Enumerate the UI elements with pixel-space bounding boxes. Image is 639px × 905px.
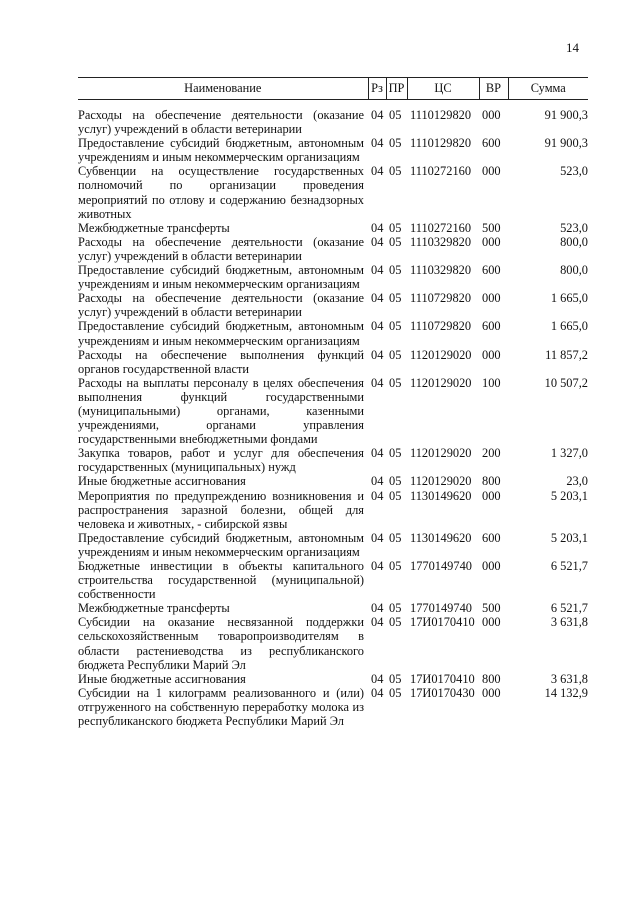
cell-name: Субсидии на 1 килограмм реализованного и (или) отгруженного на собственную переработку молока из республиканского бюджета Республики Марий Эл (78, 685, 364, 729)
cell-cs: 1110329820 (410, 263, 472, 278)
table-row (78, 319, 588, 347)
cell-name: Мероприятия по предупреждению возникновения и распространения заразной болезни, общей для человека и животных, - сибирской язвы (78, 488, 364, 531)
cell-pr: 05 (389, 685, 402, 700)
header-pr: ПР (386, 78, 407, 100)
cell-sum: 91 900,3 (544, 136, 588, 151)
cell-name: Иные бюджетные ассигнования (78, 474, 246, 489)
cell-vr: 000 (482, 108, 501, 122)
table-row (78, 601, 588, 615)
header-row (78, 78, 588, 100)
table-row (78, 235, 588, 263)
cell-rz: 04 (371, 601, 384, 616)
cell-cs: 1110129820 (410, 108, 472, 122)
cell-sum: 10 507,2 (544, 375, 588, 390)
cell-name: Расходы на обеспечение выполнения функций органов государственной власти (78, 347, 364, 376)
cell-cs: 1110329820 (410, 234, 472, 249)
cell-cs: 1770149740 (410, 559, 472, 573)
table-row (78, 376, 588, 446)
cell-rz: 04 (371, 319, 384, 334)
cell-name: Расходы на обеспечение деятельности (оказание услуг) учреждений в области ветеринарии (78, 234, 364, 263)
cell-sum: 1 665,0 (550, 319, 588, 334)
table-body (78, 100, 588, 729)
cell-pr: 05 (389, 559, 402, 573)
cell-cs: 1130149620 (410, 530, 472, 545)
cell-pr: 05 (389, 375, 402, 390)
table-row (78, 348, 588, 376)
cell-vr: 100 (482, 375, 501, 390)
cell-name: Предоставление субсидий бюджетным, автономным учреждениям и иным некоммерческим организациям (78, 530, 364, 559)
cell-rz: 04 (371, 530, 384, 545)
cell-sum: 6 521,7 (550, 601, 588, 616)
cell-rz: 04 (371, 164, 384, 179)
cell-sum: 800,0 (560, 234, 588, 249)
cell-sum: 1 665,0 (550, 291, 588, 306)
table-row (78, 672, 588, 686)
table-row (78, 559, 588, 601)
cell-rz: 04 (371, 375, 384, 390)
cell-rz: 04 (371, 685, 384, 700)
cell-vr: 600 (482, 319, 501, 334)
cell-pr: 05 (389, 671, 402, 686)
cell-vr: 000 (482, 234, 501, 249)
cell-pr: 05 (389, 615, 402, 630)
cell-cs: 1120129020 (410, 446, 472, 461)
cell-rz: 04 (371, 446, 384, 461)
cell-sum: 800,0 (560, 263, 588, 278)
cell-pr: 05 (389, 291, 402, 306)
cell-cs: 17И0170410 (410, 671, 475, 686)
cell-name: Межбюджетные трансферты (78, 601, 230, 616)
cell-name: Закупка товаров, работ и услуг для обеспечения государственных (муниципальных) нужд (78, 446, 364, 475)
cell-vr: 600 (482, 263, 501, 278)
cell-vr: 200 (482, 446, 501, 461)
cell-sum: 5 203,1 (550, 530, 588, 545)
cell-cs: 17И0170410 (410, 615, 475, 630)
table-row (78, 221, 588, 235)
cell-rz: 04 (371, 136, 384, 151)
cell-vr: 500 (482, 601, 501, 616)
cell-sum: 3 631,8 (550, 671, 588, 686)
cell-vr: 800 (482, 474, 501, 489)
table-row (78, 136, 588, 164)
cell-vr: 000 (482, 488, 501, 503)
cell-sum: 91 900,3 (544, 108, 588, 122)
cell-rz: 04 (371, 488, 384, 503)
header-cs: ЦС (407, 78, 479, 100)
cell-rz: 04 (371, 615, 384, 630)
cell-sum: 23,0 (566, 474, 588, 489)
cell-name: Субсидии на оказание несвязанной поддержки сельскохозяйственным товаропроизводителям в области растениеводства из республиканского бюджета Республики Марий Эл (78, 615, 364, 672)
cell-pr: 05 (389, 530, 402, 545)
cell-name: Предоставление субсидий бюджетным, автономным учреждениям и иным некоммерческим организациям (78, 263, 364, 292)
table-row (78, 446, 588, 474)
cell-vr: 000 (482, 164, 501, 179)
cell-pr: 05 (389, 164, 402, 179)
cell-vr: 600 (482, 530, 501, 545)
header-name: Наименование (78, 78, 368, 100)
page-number: 14 (566, 40, 579, 55)
header-rz: Рз (368, 78, 386, 100)
cell-pr: 05 (389, 601, 402, 616)
cell-vr: 000 (482, 347, 501, 362)
cell-name: Межбюджетные трансферты (78, 220, 230, 235)
cell-vr: 000 (482, 559, 501, 573)
cell-sum: 14 132,9 (544, 685, 588, 700)
cell-cs: 1110129820 (410, 136, 472, 151)
cell-name: Субвенции на осуществление государственных полномочий по организации проведения мероприятий по отлову и содержанию безнадзорных животных (78, 164, 364, 221)
cell-sum: 523,0 (560, 220, 588, 235)
cell-cs: 1110272160 (410, 164, 472, 179)
cell-rz: 04 (371, 108, 384, 122)
table-row (78, 291, 588, 319)
table-row (78, 263, 588, 291)
cell-pr: 05 (389, 108, 402, 122)
cell-name: Расходы на обеспечение деятельности (оказание услуг) учреждений в области ветеринарии (78, 108, 364, 137)
cell-sum: 11 857,2 (545, 347, 588, 362)
cell-pr: 05 (389, 446, 402, 461)
table-row (78, 474, 588, 488)
budget-table (78, 77, 588, 728)
cell-pr: 05 (389, 136, 402, 151)
cell-cs: 1110729820 (410, 319, 472, 334)
cell-name: Расходы на обеспечение деятельности (оказание услуг) учреждений в области ветеринарии (78, 291, 364, 320)
cell-pr: 05 (389, 220, 402, 235)
cell-cs: 1120129020 (410, 347, 472, 362)
cell-cs: 1770149740 (410, 601, 472, 616)
table-row (78, 531, 588, 559)
cell-name: Бюджетные инвестиции в объекты капитального строительства государственной (муниципальной) собственности (78, 559, 364, 602)
table-row (78, 489, 588, 531)
cell-rz: 04 (371, 559, 384, 573)
cell-vr: 800 (482, 671, 501, 686)
cell-pr: 05 (389, 319, 402, 334)
cell-cs: 1120129020 (410, 474, 472, 489)
cell-rz: 04 (371, 671, 384, 686)
cell-pr: 05 (389, 347, 402, 362)
cell-name: Расходы на выплаты персоналу в целях обеспечения выполнения функций государственными (муниципальными) органами, казенными учреждениями, органами управления государственными внебюджетными фондами (78, 375, 364, 447)
cell-cs: 1130149620 (410, 488, 472, 503)
cell-sum: 5 203,1 (550, 488, 588, 503)
table-header (78, 78, 588, 100)
cell-name: Иные бюджетные ассигнования (78, 671, 246, 686)
cell-sum: 6 521,7 (550, 559, 588, 573)
cell-sum: 1 327,0 (550, 446, 588, 461)
header-sum: Сумма (508, 78, 588, 100)
cell-cs: 1110272160 (410, 220, 472, 235)
cell-vr: 600 (482, 136, 501, 151)
cell-sum: 523,0 (560, 164, 588, 179)
cell-vr: 000 (482, 615, 501, 630)
cell-pr: 05 (389, 488, 402, 503)
table-row (78, 100, 588, 137)
header-vr: ВР (479, 78, 508, 100)
cell-cs: 1110729820 (410, 291, 472, 306)
table-row (78, 164, 588, 220)
table-row (78, 615, 588, 671)
cell-rz: 04 (371, 474, 384, 489)
cell-pr: 05 (389, 263, 402, 278)
cell-pr: 05 (389, 474, 402, 489)
cell-pr: 05 (389, 234, 402, 249)
cell-cs: 1120129020 (410, 375, 472, 390)
cell-vr: 500 (482, 220, 501, 235)
cell-name: Предоставление субсидий бюджетным, автономным учреждениям и иным некоммерческим организациям (78, 319, 364, 348)
cell-rz: 04 (371, 291, 384, 306)
cell-rz: 04 (371, 347, 384, 362)
table-row (78, 686, 588, 728)
cell-vr: 000 (482, 291, 501, 306)
cell-cs: 17И0170430 (410, 685, 475, 700)
cell-sum: 3 631,8 (550, 615, 588, 630)
cell-vr: 000 (482, 685, 501, 700)
cell-rz: 04 (371, 234, 384, 249)
cell-rz: 04 (371, 220, 384, 235)
cell-rz: 04 (371, 263, 384, 278)
cell-name: Предоставление субсидий бюджетным, автономным учреждениям и иным некоммерческим организациям (78, 136, 364, 165)
